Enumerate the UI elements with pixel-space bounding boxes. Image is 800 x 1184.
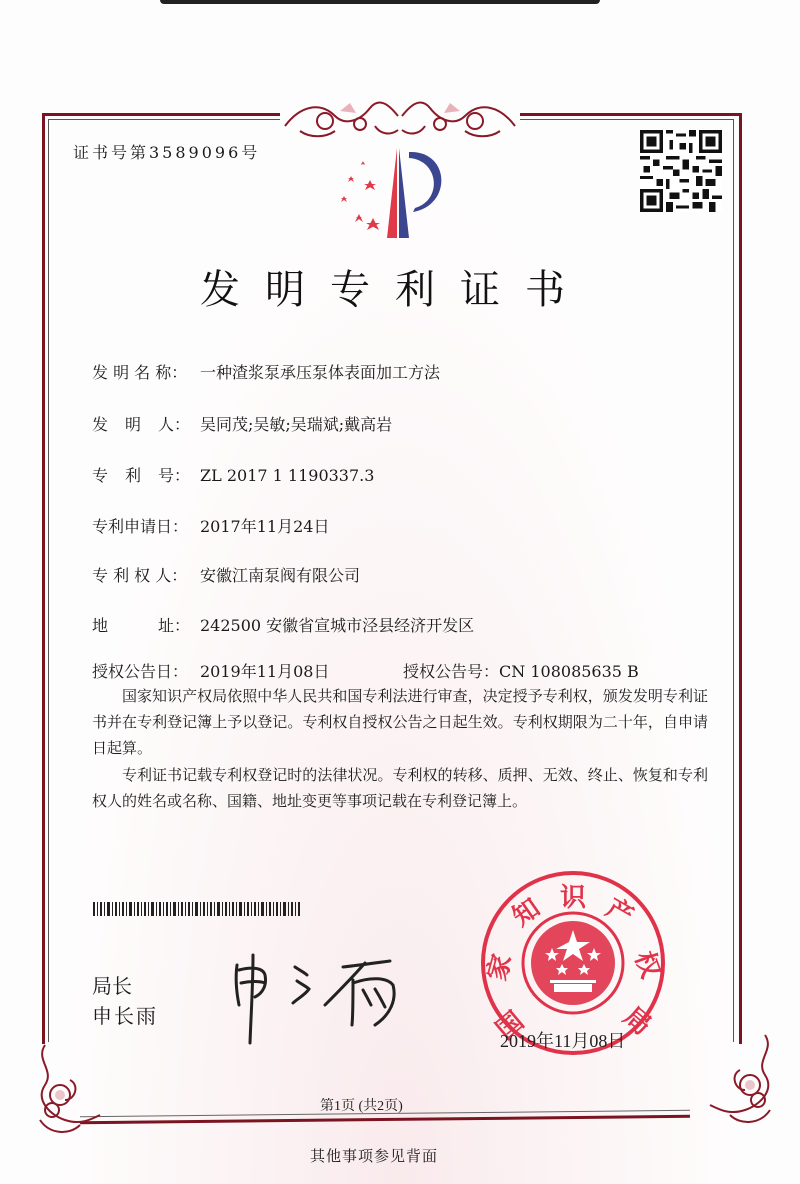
- filing-date-label: 专利申请日：: [92, 517, 189, 536]
- field-inventors: [92, 412, 392, 435]
- field-grant-number: [403, 659, 639, 682]
- grant-date-value: 2019年11月08日: [200, 662, 330, 681]
- label-char: 明: [124, 415, 141, 434]
- svg-text:局: 局: [617, 1001, 657, 1042]
- barcode-icon: [93, 902, 303, 916]
- patentee-label: 专 利 权 人：: [92, 566, 188, 585]
- grant-number-label: 授权公告号：: [403, 662, 500, 681]
- field-address: [92, 613, 474, 636]
- invention-name-label: 发 明 名 称：: [92, 363, 188, 382]
- field-grant-date: [92, 659, 329, 682]
- signatory-name: 申长雨: [92, 1004, 158, 1028]
- field-filing-date: [92, 514, 329, 537]
- qr-code-icon: [640, 130, 722, 212]
- certificate-number: 证书号第3589096号: [73, 143, 261, 162]
- invention-name-value: 一种渣浆泵承压泵体表面加工方法: [200, 363, 441, 382]
- signatory-title: 局长: [92, 974, 132, 998]
- svg-text:产: 产: [600, 893, 639, 933]
- inventors-value: 吴同茂;吴敏;吴瑞斌;戴高岩: [200, 415, 393, 434]
- svg-text:识: 识: [560, 883, 587, 913]
- svg-text:国: 国: [490, 1006, 530, 1046]
- filing-date-value: 2017年11月24日: [200, 517, 330, 536]
- seal-date: 2019年11月08日: [500, 1031, 626, 1051]
- scan-edge-shadow: [160, 0, 600, 4]
- label-char: 址：: [157, 616, 190, 635]
- field-patent-number: [92, 463, 374, 486]
- corner-ornament-left-icon: [30, 1040, 130, 1140]
- patent-number-label: [92, 463, 190, 486]
- statement-paragraph-2: 专利证书记载专利权登记时的法律状况。专利权的转移、质押、无效、终止、恢复和专利权人的姓名或名称、国籍、地址变更等事项记载在专利登记簿上。: [92, 766, 708, 810]
- label-char: 地: [92, 616, 109, 635]
- label-char: 专: [92, 466, 109, 485]
- page-indicator: 第1页 (共2页): [320, 1099, 403, 1114]
- label-char: 发: [92, 415, 109, 434]
- footer-note: 其他事项参见背面: [310, 1147, 439, 1165]
- grant-date-label: 授权公告日：: [92, 662, 189, 681]
- grant-number-value: CN 108085635 B: [499, 662, 639, 681]
- svg-text:家: 家: [482, 951, 519, 984]
- corner-ornament-right-icon: [680, 1030, 780, 1130]
- page-title: 发明专利证书: [200, 267, 590, 313]
- cnipa-logo-icon: [335, 130, 465, 240]
- label-char: 利: [124, 466, 141, 485]
- patent-number-value: ZL 2017 1 1190337.3: [200, 466, 375, 485]
- field-invention-name: [92, 360, 440, 383]
- statement-paragraph-1: 国家知识产权局依照中华人民共和国专利法进行审查，决定授予专利权，颁发发明专利证书并在专利登记簿上予以登记。专利权自授权公告之日起生效。专利权期限为二十年，自申请日起算。: [92, 687, 708, 757]
- label-char: 人：: [157, 415, 190, 434]
- address-label: [92, 613, 190, 636]
- label-char: 号：: [157, 466, 190, 485]
- inventors-label: [92, 412, 190, 435]
- handwritten-signature-icon: [225, 945, 425, 1045]
- svg-text:知: 知: [507, 893, 546, 933]
- patentee-value: 安徽江南泵阀有限公司: [200, 566, 361, 585]
- svg-text:权: 权: [628, 947, 666, 983]
- field-patentee: [92, 563, 360, 586]
- address-value: 242500 安徽省宣城市泾县经济开发区: [200, 616, 475, 635]
